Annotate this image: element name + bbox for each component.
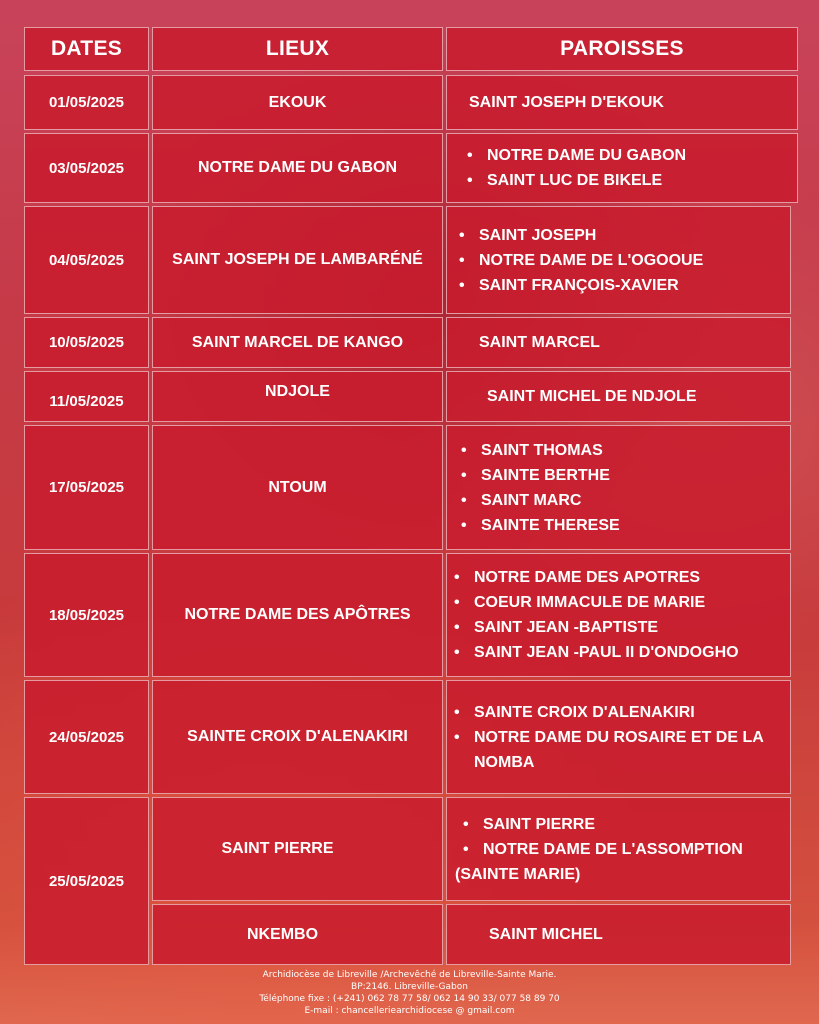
paroisse-cell — [446, 133, 798, 203]
lieu-cell: NKEMBO — [152, 904, 443, 965]
list-item: • SAINT JOSEPH — [479, 223, 703, 248]
paroisse-cell — [446, 553, 791, 677]
date-cell: 10/05/2025 — [24, 317, 149, 368]
paroisse-group — [455, 812, 743, 887]
lieu-cell: NOTRE DAME DU GABON — [152, 133, 443, 203]
lieu-cell: NTOUM — [152, 425, 443, 550]
lieu-cell: SAINT MARCEL DE KANGO — [152, 317, 443, 368]
paroisse-cell: SAINT MICHEL — [446, 904, 791, 965]
header-lieux: LIEUX — [152, 27, 443, 71]
date-cell: 11/05/2025 — [24, 371, 149, 422]
date-cell: 17/05/2025 — [24, 425, 149, 550]
paroisse-cell — [446, 206, 791, 314]
header-paroisses: PAROISSES — [446, 27, 798, 71]
paroisse-list — [474, 700, 776, 775]
paroisse-cell — [446, 797, 791, 901]
lieu-cell: SAINT JOSEPH DE LAMBARÉNÉ — [152, 206, 443, 314]
list-item: • SAINT JEAN -BAPTISTE — [474, 615, 739, 640]
list-item: • SAINT MARC — [481, 488, 620, 513]
lieu-cell: EKOUK — [152, 75, 443, 130]
footer-email: E-mail : chancelleriearchidiocese @ gmail.com — [304, 1006, 515, 1016]
list-item: • NOTRE DAME DES APOTRES — [474, 565, 739, 590]
date-cell: 25/05/2025 — [24, 797, 149, 965]
paroisse-cell: SAINT JOSEPH D'EKOUK — [446, 75, 798, 130]
paroisse-cell — [446, 680, 791, 794]
lieu-cell: NOTRE DAME DES APÔTRES — [152, 553, 443, 677]
footer-bp: BP:2146. Libreville-Gabon — [351, 982, 468, 992]
date-cell: 03/05/2025 — [24, 133, 149, 203]
list-item: • NOTRE DAME DE L'OGOOUE — [479, 248, 703, 273]
lieu-cell: SAINT PIERRE — [152, 797, 443, 901]
list-item: • SAINT FRANÇOIS-XAVIER — [479, 273, 703, 298]
list-item: • SAINT THOMAS — [481, 438, 620, 463]
lieu-cell: SAINTE CROIX D'ALENAKIRI — [152, 680, 443, 794]
paroisse-list — [474, 565, 739, 665]
date-cell: 24/05/2025 — [24, 680, 149, 794]
date-cell: 01/05/2025 — [24, 75, 149, 130]
list-item: • COEUR IMMACULE DE MARIE — [474, 590, 739, 615]
footer-phone: Téléphone fixe : (+241) 062 78 77 58/ 062 14 90 33/ 077 58 89 70 — [259, 994, 560, 1004]
paroisse-cell: SAINT MICHEL DE NDJOLE — [446, 371, 791, 422]
list-item: • SAINT PIERRE — [483, 812, 743, 837]
header-dates: DATES — [24, 27, 149, 71]
paroisse-list — [481, 438, 620, 538]
list-item: • NOTRE DAME DE L'ASSOMPTION — [483, 837, 743, 862]
date-cell: 04/05/2025 — [24, 206, 149, 314]
paroisse-note: (SAINTE MARIE) — [455, 865, 581, 883]
paroisse-list — [479, 223, 703, 298]
date-cell: 18/05/2025 — [24, 553, 149, 677]
paroisse-cell: SAINT MARCEL — [446, 317, 791, 368]
list-item: • SAINTE THERESE — [481, 513, 620, 538]
paroisse-cell — [446, 425, 791, 550]
list-item: • SAINT LUC DE BIKELE — [487, 168, 686, 193]
footer-address: Archidiocèse de Libreville /Archevêché de Libreville-Sainte Marie. — [262, 970, 557, 980]
list-item: • SAINTE CROIX D'ALENAKIRI — [474, 700, 776, 725]
list-item: • SAINT JEAN -PAUL II D'ONDOGHO — [474, 640, 739, 665]
paroisse-list — [487, 143, 686, 193]
list-item: • NOTRE DAME DU GABON — [487, 143, 686, 168]
footer — [0, 969, 819, 1017]
lieu-cell: NDJOLE — [152, 371, 443, 422]
paroisse-list — [455, 812, 743, 862]
list-item: • NOTRE DAME DU ROSAIRE ET DE LA NOMBA — [474, 725, 776, 775]
list-item: • SAINTE BERTHE — [481, 463, 620, 488]
